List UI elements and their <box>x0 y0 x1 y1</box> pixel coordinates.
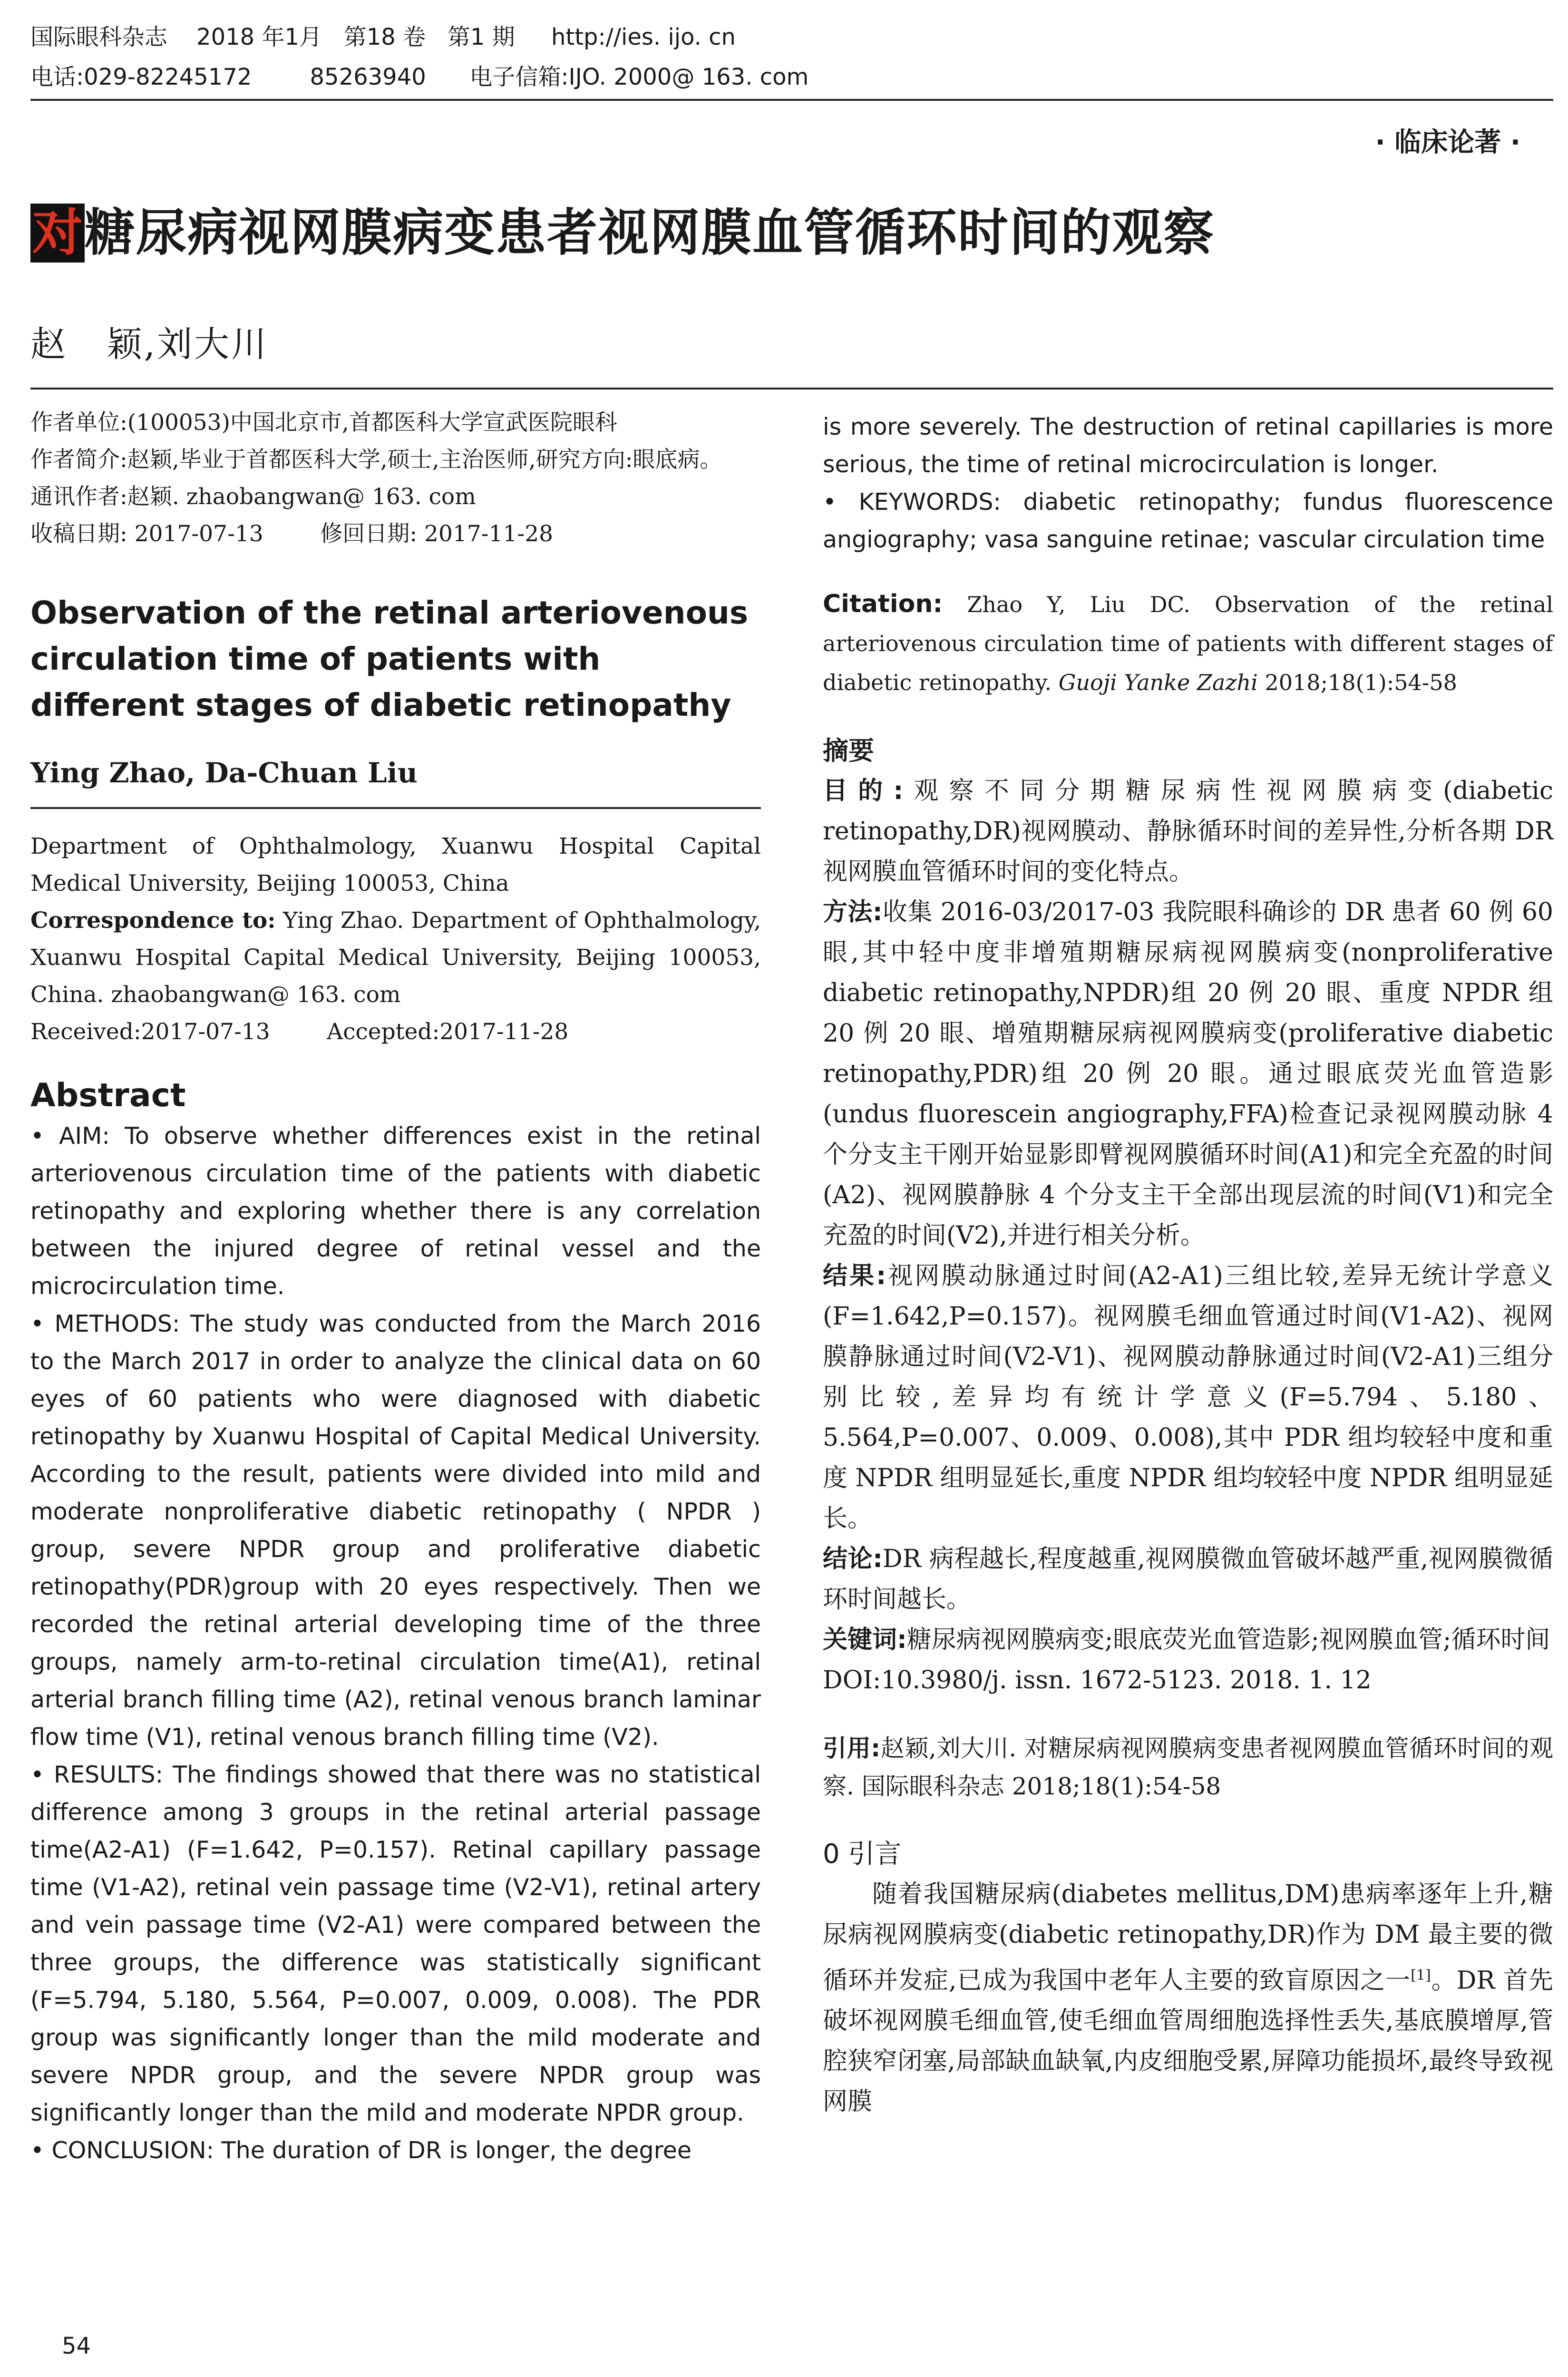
conclusion-cn-label: 结论: <box>823 1545 883 1573</box>
citation-tail: 2018;18(1):54-58 <box>1257 670 1457 695</box>
abstract-cn-conclusion <box>823 1539 1553 1620</box>
title-badge: 对 <box>30 204 85 263</box>
affil-corresponding: 通讯作者:赵颖. zhaobangwan@ 163. com <box>30 484 476 510</box>
affil-dates: 收稿日期: 2017-07-13 修回日期: 2017-11-28 <box>30 521 554 547</box>
affil-bio: 作者简介:赵颖,毕业于首都医科大学,硕士,主治医师,研究方向:眼底病。 <box>30 447 722 473</box>
doi: DOI:10.3980/j. issn. 1672-5123. 2018. 1. 12 <box>823 1666 1372 1695</box>
results-cn-label: 结果: <box>823 1262 886 1290</box>
abstract-heading: Abstract <box>30 1077 186 1114</box>
intro-text: 随着我国糖尿病(diabetes mellitus,DM)患病率逐年上升,糖尿病视网膜病变(diabetic retinopathy,DR)作为 DM 最主要的微循环并发症,已成为我国中老年人主要的致盲原因之一 <box>823 1880 1553 1995</box>
received-accepted: Received:2017-07-13 Accepted:2017-11-28 <box>30 1019 569 1045</box>
department: Department of Ophthalmology, Xuanwu Hospital Capital Medical University, Beijing 100053, China <box>30 833 761 896</box>
intro-ref: [1] <box>1411 1967 1431 1984</box>
conclusion-continued: is more severely. The destruction of retinal capillaries is more serious, the time of retinal microcirculation is longer. <box>823 413 1553 478</box>
journal-header-line2: 电话:029-82245172 85263940 电子信箱:IJO. 2000@ 163. com <box>30 64 809 90</box>
aim-label: • AIM: <box>30 1122 110 1150</box>
left-column <box>30 404 761 2169</box>
correspondence-label: Correspondence to: <box>30 907 276 934</box>
keywords-cn-label: 关键词: <box>823 1626 907 1654</box>
conclusion-cn-text: DR 病程越长,程度越重,视网膜微血管破坏越严重,视网膜微循环时间越长。 <box>823 1545 1553 1614</box>
conclusion-label: • CONCLUSION: <box>30 2137 214 2164</box>
results-text: The findings showed that there was no statistical difference among 3 groups in the retinal arterial passage time(A2-A1) (F=1.642, P=0.157). Retinal capillary passage time (V1-A2), retinal vein passage time (V2-V1), retinal artery and vein passage time (V2-A1) were compared between the three groups, the difference was statistically significant (F=5.794, 5.180, 5.564, P=0.007, 0.009, 0.008). The PDR group was significantly longer than the mild moderate and severe NPDR group, and the severe NPDR group was significantly longer than the mild and moderate NPDR group. <box>30 1761 761 2126</box>
journal-header-line1: 国际眼科杂志 2018 年1月 第18 卷 第1 期 http://ies. ijo. cn <box>30 24 736 50</box>
article-title <box>30 200 1215 266</box>
methods-label: • METHODS: <box>30 1310 180 1337</box>
keywords-cn-text: 糖尿病视网膜病变;眼底荧光血管造影;视网膜血管;循环时间 <box>906 1626 1550 1654</box>
intro-text-2: 。DR 首先破坏视网膜毛细血管,使毛细血管周细胞选择性丢失,基底膜增厚,管腔狭窄闭塞,局部缺血缺氧,内皮细胞受累,屏障功能损坏,最终导致视网膜 <box>823 1966 1554 2116</box>
methods-text: The study was conducted from the March 2016 to the March 2017 in order to analyze the clinical data on 60 eyes of 60 patients who were diagnosed with diabetic retinopathy by Xuanwu Hospital of Capital Medical University. According to the result, patients were divided into mild and moderate nonproliferative diabetic retinopathy ( NPDR ) group, severe NPDR group and proliferative diabetic retinopathy(PDR)group with 20 eyes respectively. Then we recorded the retinal arterial developing time of the three groups, namely arm-to-retinal circulation time(A1), retinal arterial branch filling time (A2), retinal venous branch laminar flow time (V1), retinal venous branch filling time (V2). <box>30 1310 761 1751</box>
cite-cn-text: 赵颖,刘大川. 对糖尿病视网膜病变患者视网膜血管循环时间的观察. 国际眼科杂志 2018;18(1):54-58 <box>823 1734 1553 1800</box>
authors-cn: 赵 颖,刘大川 <box>30 324 269 365</box>
abstract-conclusion <box>30 2132 761 2169</box>
results-label: • RESULTS: <box>30 1761 164 1788</box>
abstract-results <box>30 1756 761 2132</box>
section-label: · 临床论著 · <box>1375 127 1520 158</box>
right-column <box>823 408 1553 2122</box>
abstract-cn-keywords <box>823 1620 1553 1660</box>
abstract-cn-methods <box>823 892 1553 1256</box>
abstract-cn-heading: 摘要 <box>823 736 874 766</box>
cite-cn-label: 引用: <box>823 1734 881 1762</box>
affiliation-block <box>30 404 761 553</box>
abstract-cn-objective <box>823 771 1553 892</box>
objective-label: 目的: <box>823 777 904 805</box>
authors-rule <box>30 388 1553 390</box>
page-number: 54 <box>62 2333 91 2359</box>
intro-heading: 0 引言 <box>823 1839 902 1870</box>
keywords <box>823 483 1553 558</box>
english-authors: Ying Zhao, Da-Chuan Liu <box>30 757 418 789</box>
objective-text: 观察不同分期糖尿病性视网膜病变(diabetic retinopathy,DR)视网膜动、静脉循环时间的差异性,分析各期 DR 视网膜血管循环时间的变化特点。 <box>823 777 1554 886</box>
header-rule <box>30 99 1553 101</box>
citation-journal: Guoji Yanke Zazhi <box>1058 670 1258 695</box>
methods-cn-label: 方法: <box>823 898 883 926</box>
keywords-text: diabetic retinopathy; fundus fluorescence angiography; vasa sanguine retinae; vascular circulation time <box>823 488 1553 553</box>
title-text: 糖尿病视网膜病变患者视网膜血管循环时间的观察 <box>85 204 1215 262</box>
citation-label: Citation: <box>823 590 943 618</box>
abstract-cn-results <box>823 1256 1553 1539</box>
intro-paragraph <box>823 1874 1553 2122</box>
cite-cn <box>823 1729 1553 1805</box>
aim-text: To observe whether differences exist in the retinal arteriovenous circulation time of the patients with diabetic retinopathy and exploring whether there is any correlation between the injured degree of retinal vessel and the microcirculation time. <box>30 1122 761 1300</box>
abstract-aim <box>30 1117 761 1305</box>
conclusion-text: The duration of DR is longer, the degree <box>214 2137 691 2164</box>
abstract-methods <box>30 1305 761 1756</box>
affil-unit: 作者单位:(100053)中国北京市,首都医科大学宣武医院眼科 <box>30 409 617 436</box>
results-cn-text: 视网膜动脉通过时间(A2-A1)三组比较,差异无统计学意义(F=1.642,P=0.157)。视网膜毛细血管通过时间(V1-A2)、视网膜静脉通过时间(V2-V1)、视网膜动静脉通过时间(V2-A1)三组分别比较,差异均有统计学意义(F=5.794、5.180、5.564,P=0.007、0.009、0.008),其中 PDR 组均较轻中度和重度 NPDR 组明显延长,重度 NPDR 组均较轻中度 NPDR 组明显延长。 <box>823 1262 1554 1533</box>
en-authors-rule <box>30 807 761 809</box>
citation <box>823 585 1553 702</box>
english-title: Observation of the retinal arteriovenous circulation time of patients with different stages of diabetic retinopathy <box>30 594 749 723</box>
keywords-label: • KEYWORDS: <box>823 488 1001 516</box>
citation-text: Zhao Y, Liu DC. Observation of the retinal arteriovenous circulation time of patients with different stages of diabetic retinopathy. <box>823 592 1553 695</box>
methods-cn-text: 收集 2016-03/2017-03 我院眼科确诊的 DR 患者 60 例 60 眼,其中轻中度非增殖期糖尿病视网膜病变(nonproliferative diabetic retinopathy,NPDR)组 20 例 20 眼、重度 NPDR 组 20 例 20 眼、增殖期糖尿病视网膜病变(proliferative diabetic retinopathy,PDR)组 20 例 20 眼。通过眼底荧光血管造影(undus fluorescein angiography,FFA)检查记录视网膜动脉 4 个分支主干刚开始显影即臂视网膜循环时间(A1)和完全充盈的时间(A2)、视网膜静脉 4 个分支主干全部出现层流的时间(V1)和完全充盈的时间(V2),并进行相关分析。 <box>823 898 1554 1250</box>
correspondence-text: Ying Zhao. Department of Ophthalmology, Xuanwu Hospital Capital Medical University, Beijing 100053, China. zhaobangwan@ 163. com <box>30 907 761 1008</box>
correspondence <box>30 902 761 1013</box>
